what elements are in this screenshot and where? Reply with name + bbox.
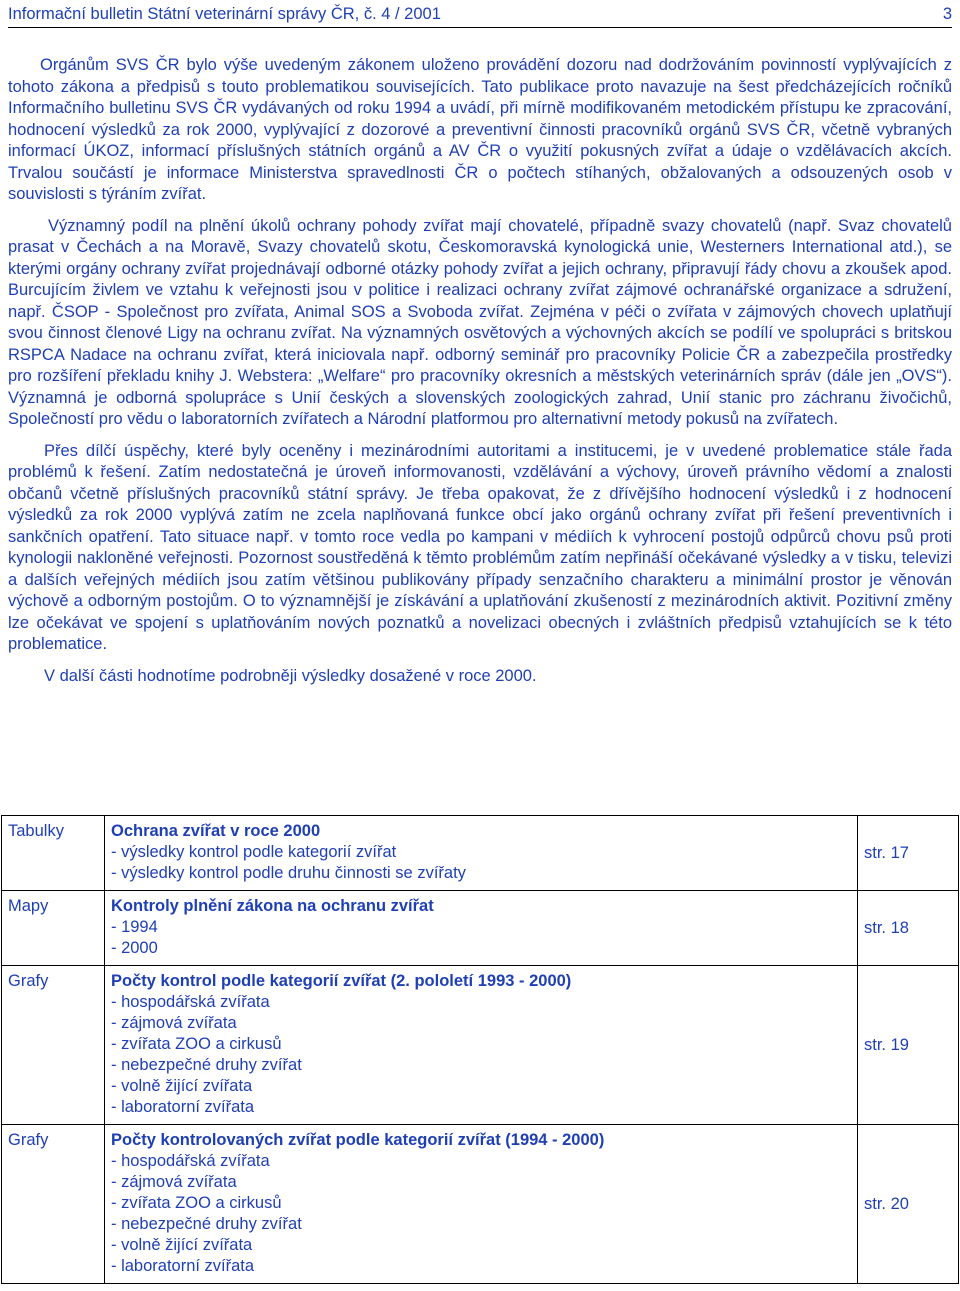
- section-title: Kontroly plnění zákona na ochranu zvířat: [111, 897, 434, 915]
- contents-page-ref: str. 19: [858, 966, 959, 1125]
- section-title: Počty kontrolovaných zvířat podle kategorií zvířat (1994 - 2000): [111, 1131, 605, 1149]
- paragraph-supervision: Orgánům SVS ČR bylo výše uvedeným zákonem uloženo provádění dozoru nad dodržováním povinností vyplývajících z tohoto zákona a předpisů s touto problematikou souvisejících. Tato publikace proto navazuje na šest předcházejících ročníků Informačního bulletinu SVS ČR vydávaných od roku 1994 a uvádí, při mírně modifikovaném metodickém přístupu ke zpracování, hodnocení výsledků za rok 2000, vyplývající z dozorové a preventivní činnosti pracovníků orgánů SVS ČR, včetně vybraných informací ÚKOZ, informací příslušných státních orgánů a AV ČR o využití pokusných zvířat a údaje o vzdělávacích akcích. Trvalou součástí je informace Ministerstva spravedlnosti ČR o počtech stíhaných, obžalovaných a odsouzených osob v souvislosti s týráním zvířat.: [8, 56, 952, 203]
- section-title: Počty kontrol podle kategorií zvířat (2. pololetí 1993 - 2000): [111, 972, 572, 990]
- contents-page-ref: str. 20: [858, 1125, 959, 1284]
- bulletin-title: Informační bulletin Státní veterinární správy ČR, č. 4 / 2001: [8, 5, 441, 23]
- section-item: - hospodářská zvířata: [111, 1152, 270, 1170]
- paragraph-next-part: V další části hodnotíme podrobněji výsledky dosažené v roce 2000.: [44, 666, 537, 685]
- contents-entry: [105, 891, 858, 966]
- section-item: - nebezpečné druhy zvířat: [111, 1215, 302, 1233]
- section-item: - zájmová zvířata: [111, 1014, 237, 1032]
- section-item: - laboratorní zvířata: [111, 1098, 255, 1116]
- section-item: - laboratorní zvířata: [111, 1257, 255, 1275]
- section-item: - 1994: [111, 918, 158, 936]
- page-number: 3: [942, 5, 952, 23]
- contents-row: [2, 1125, 959, 1284]
- contents-entry: [105, 966, 858, 1125]
- contents-table: [1, 815, 959, 1284]
- contents-row: [2, 816, 959, 891]
- contents-category: Grafy: [2, 966, 105, 1125]
- page-header: [8, 3, 952, 28]
- section-item: - výsledky kontrol podle kategorií zvířat: [111, 843, 397, 861]
- body-text: [8, 55, 952, 687]
- contents-entry: [105, 816, 858, 891]
- paragraph-problems: Přes dílčí úspěchy, které byly oceněny i mezinárodními autoritami a institucemi, je v uvedené problematice stále řada problémů k řešení. Zatím nedostatečná je úroveň informovanosti, vzdělávání a výchovy, úroveň právního vědomí a znalosti občanů včetně příslušných pracovníků státní správy. Je třeba opakovat, že z dřívějšího hodnocení výsledků i z hodnocení výsledků za rok 2000 vyplývá zatím ne zcela naplňovaná funkce obcí jako orgánů ochrany zvířat při řešení preventivních i sankčních opatření. Tato situace např. v tomto roce vedla po kampani v médiích k vyhrocení postojů odpůrců chovu psů proti kynologii nakloněné veřejnosti. Pozornost soustředěná k těmto problémům zatím nepřináší očekávané výsledky a v tisku, televizi a dalších veřejných médiích jsou zatím většinou publikovány případy senzačního charakteru a minimální prostor je věnován výchově a odborným postojům. O to významnější je získávání a uplatňování zkušeností z mezinárodních aktivit. Pozitivní změny lze očekávat ve spojení s uplatňováním nových poznatků a novelizaci obecných i zvláštních předpisů vztahujících se k této problematice.: [8, 441, 952, 653]
- contents-page-ref: str. 17: [858, 816, 959, 891]
- section-item: - zájmová zvířata: [111, 1173, 237, 1191]
- contents-category: Grafy: [2, 1125, 105, 1284]
- section-item: - zvířata ZOO a cirkusů: [111, 1194, 282, 1212]
- contents-category: Tabulky: [2, 816, 105, 891]
- section-item: - hospodářská zvířata: [111, 993, 270, 1011]
- section-item: - nebezpečné druhy zvířat: [111, 1056, 302, 1074]
- section-item: - zvířata ZOO a cirkusů: [111, 1035, 282, 1053]
- section-item: - volně žijící zvířata: [111, 1236, 253, 1254]
- contents-row: [2, 966, 959, 1125]
- section-title: Ochrana zvířat v roce 2000: [111, 822, 321, 840]
- section-item: - výsledky kontrol podle druhu činnosti se zvířaty: [111, 864, 466, 882]
- contents-category: Mapy: [2, 891, 105, 966]
- contents-page-ref: str. 18: [858, 891, 959, 966]
- paragraph-breeders: Významný podíl na plnění úkolů ochrany pohody zvířat mají chovatelé, případně svazy chovatelů (např. Svaz chovatelů prasat v Čechách a na Moravě, Svazy chovatelů skotu, Českomoravská kynologická unie, Westerners International atd.), se kterými orgány ochrany zvířat projednávají odborné otázky pohody zvířat a jejich ochrany, připravují řády chovu a zkoušek apod. Burcujícím živlem ve vztahu k veřejnosti jsou v politice i realizaci ochrany zvířat zájmové ochranářské organizace a sdružení, např. ČSOP - Společnost pro zvířata, Animal SOS a Svoboda zvířat. Zejména v péči o zvířata v zájmových chovech uplatňují svou činnost členové Ligy na ochranu zvířat. Na významných osvětových a výchovných akcích se podílí ve spolupráci s britskou RSPCA Nadace na ochranu zvířat, která iniciovala např. odborný seminář pro pracovníky Policie ČR a zabezpečila prostředky pro rozšíření překladu knihy J. Webstera: „Welfare“ pro pracovníky okresních a městských veterinárních správ (dále jen „OVS“). Významná je odborná spolupráce s Unií českých a slovenských zoologických zahrad, Unií stanic pro záchranu živočichů, Společností pro vědu o laboratorních zvířatech a Národní platformou pro alternativní metody pokusů na zvířatech.: [8, 216, 952, 428]
- section-item: - 2000: [111, 939, 158, 957]
- contents-row: [2, 891, 959, 966]
- contents-entry: [105, 1125, 858, 1284]
- section-item: - volně žijící zvířata: [111, 1077, 253, 1095]
